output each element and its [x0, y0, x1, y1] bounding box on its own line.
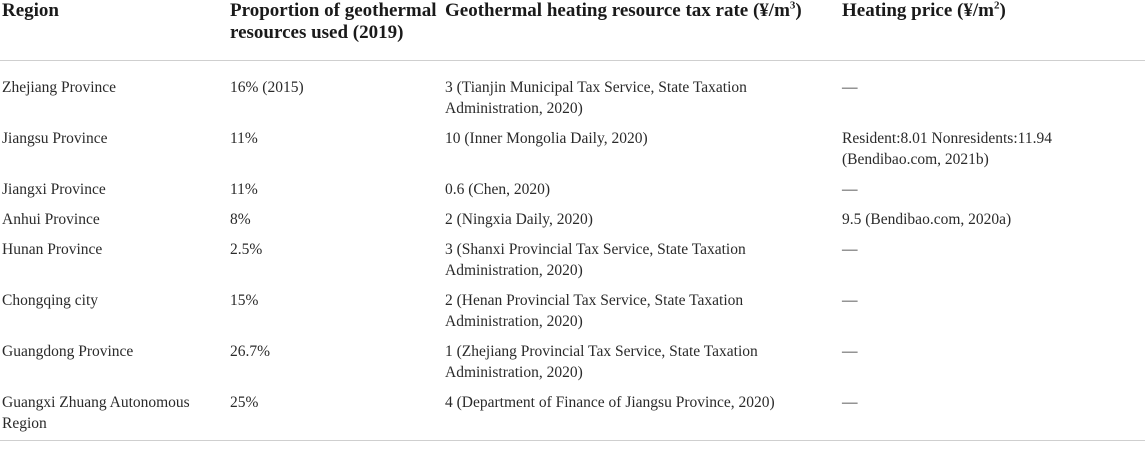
table-body [0, 61, 1145, 441]
cell-price: — [842, 181, 858, 198]
cell-region: Guangdong Province [2, 343, 134, 360]
header-price-end: ) [999, 0, 1006, 21]
table-row [0, 128, 1145, 179]
cell-price: — [842, 343, 858, 360]
table-row [0, 239, 1145, 290]
header-tax-rate-sup: 3 [789, 0, 796, 12]
table-row [0, 341, 1145, 392]
cell-tax: 4 (Department of Finance of Jiangsu Province, 2020) [443, 392, 840, 441]
cell-price: 9.5 (Bendibao.com, 2020a) [842, 211, 1012, 228]
cell-region: Jiangxi Province [2, 181, 106, 198]
header-tax-rate-end: ) [795, 0, 802, 21]
cell-region: Jiangsu Province [2, 130, 108, 147]
cell-tax: 10 (Inner Mongolia Daily, 2020) [445, 130, 648, 147]
cell-tax: 2 (Henan Provincial Tax Service, State Taxation Administration, 2020) [445, 292, 744, 330]
header-row [0, 0, 1145, 61]
header-proportion: Proportion of geothermal resources used (2019) [228, 0, 443, 61]
header-price-text: Heating price (¥/m [842, 0, 994, 21]
cell-proportion: 11% [230, 130, 258, 147]
cell-region: Guangxi Zhuang Autonomous Region [0, 392, 228, 441]
cell-price: Resident:8.01 Nonresidents:11.94 (Bendibao.com, 2021b) [842, 130, 1052, 168]
cell-tax: 0.6 (Chen, 2020) [445, 181, 551, 198]
cell-proportion: 11% [230, 181, 258, 198]
cell-region: Hunan Province [2, 241, 103, 258]
cell-proportion: 16% (2015) [230, 79, 304, 96]
header-price-sup: 2 [993, 0, 1000, 12]
cell-proportion: 26.7% [230, 343, 271, 360]
header-tax-rate [443, 0, 840, 61]
cell-region: Zhejiang Province [2, 79, 117, 96]
cell-proportion: 2.5% [230, 241, 263, 258]
cell-proportion: 8% [230, 211, 251, 228]
cell-price: — [842, 79, 858, 96]
cell-price: — [842, 292, 858, 309]
table-row [0, 61, 1145, 129]
table-row [0, 392, 1145, 441]
cell-tax: 3 (Tianjin Municipal Tax Service, State Taxation Administration, 2020) [445, 79, 747, 117]
cell-tax: 3 (Shanxi Provincial Tax Service, State Taxation Administration, 2020) [445, 241, 746, 279]
header-tax-rate-text: Geothermal heating resource tax rate (¥/m [445, 0, 790, 21]
cell-price: — [842, 241, 858, 258]
header-region: Region [0, 0, 228, 61]
table-header [0, 0, 1145, 61]
cell-region: Chongqing city [2, 292, 99, 309]
cell-tax: 2 (Ningxia Daily, 2020) [445, 211, 593, 228]
table-row [0, 179, 1145, 209]
table-row [0, 290, 1145, 341]
cell-tax: 1 (Zhejiang Provincial Tax Service, State Taxation Administration, 2020) [445, 343, 758, 381]
table-row [0, 209, 1145, 239]
cell-proportion: 15% [230, 292, 259, 309]
cell-proportion: 25% [228, 392, 443, 441]
header-price [840, 0, 1145, 61]
cell-region: Anhui Province [2, 211, 100, 228]
cell-price: — [840, 392, 1145, 441]
